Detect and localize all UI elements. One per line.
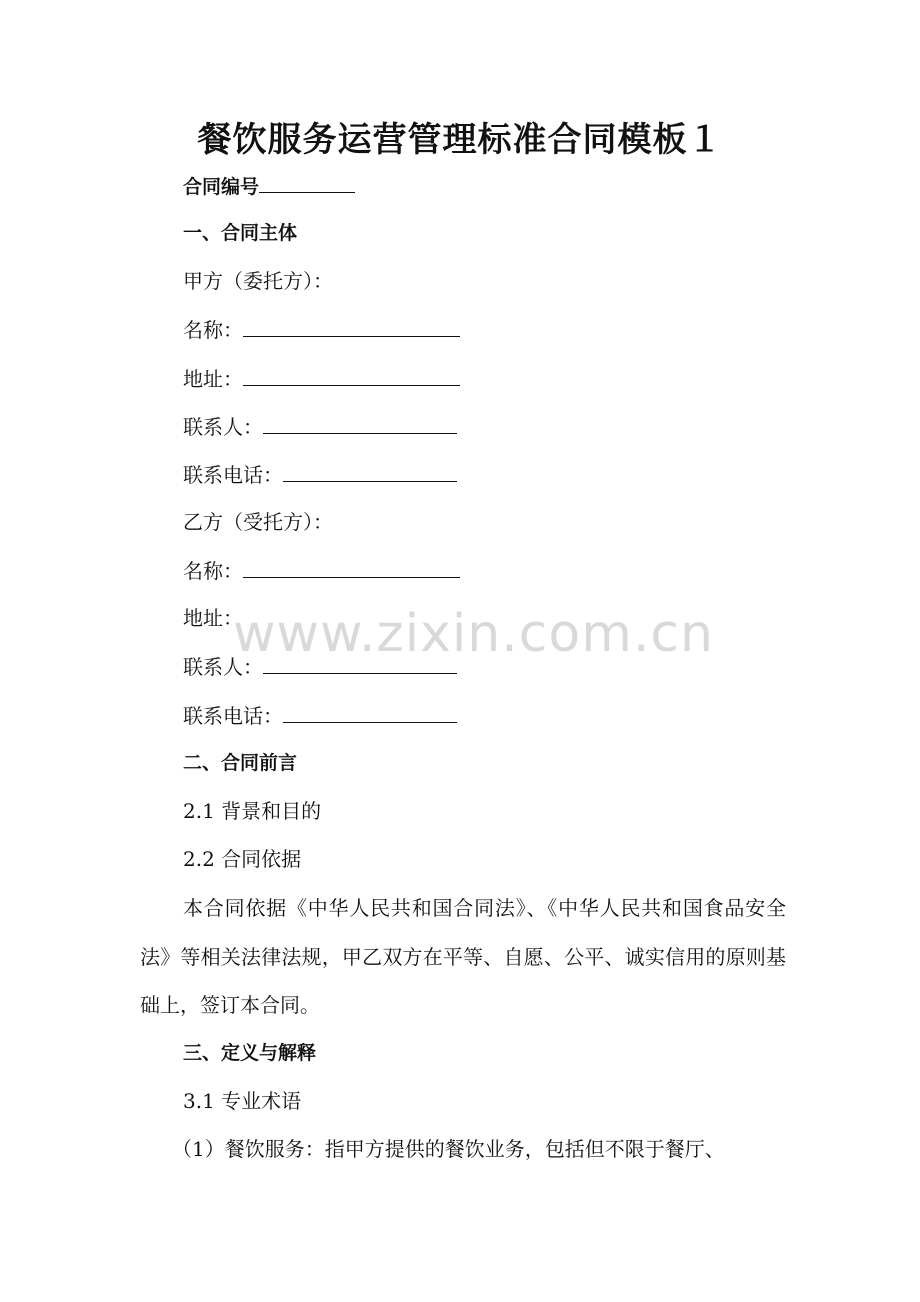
party-a-phone-blank xyxy=(283,461,457,482)
party-a-heading: 甲方（委托方）： xyxy=(183,269,333,293)
section-2-paragraph: 本合同依据《中华人民共和国合同法》、《中华人民共和国食品安全法》等相关法律法规，甲乙双方在平等、自愿、公平、诚实信用的原则基础上，签订本合同。 xyxy=(140,896,786,1017)
item-2-1: 2.1 背景和目的 xyxy=(183,799,322,823)
contract-number-label: 合同编号 xyxy=(183,176,260,198)
party-a-address-line xyxy=(183,365,460,392)
party-b-contact-blank xyxy=(263,653,457,674)
party-a-contact-line xyxy=(183,413,457,440)
party-a-contact-label: 联系人： xyxy=(183,415,263,439)
item-3-1: 3.1 专业术语 xyxy=(183,1089,302,1113)
party-a-name-blank xyxy=(243,316,460,337)
section-3-heading: 三、定义与解释 xyxy=(183,1042,317,1064)
item-2-2: 2.2 合同依据 xyxy=(183,847,302,871)
party-a-contact-blank xyxy=(263,413,457,434)
party-a-phone-line xyxy=(183,461,457,488)
party-a-name-label: 名称： xyxy=(183,318,243,342)
party-a-address-label: 地址： xyxy=(183,367,243,391)
party-a-phone-label: 联系电话： xyxy=(183,463,283,487)
party-b-contact-label: 联系人： xyxy=(183,655,263,679)
party-b-phone-blank xyxy=(283,702,457,723)
party-b-contact-line xyxy=(183,653,457,680)
watermark: www.zixin.com.cn xyxy=(233,604,714,664)
section-2-heading: 二、合同前言 xyxy=(183,752,298,774)
document-title: 餐饮服务运营管理标准合同模板１ xyxy=(197,120,723,160)
party-b-phone-label: 联系电话： xyxy=(183,704,283,728)
party-a-name-line xyxy=(183,316,460,343)
contract-number-blank xyxy=(259,172,355,193)
party-b-heading: 乙方（受托方）： xyxy=(183,510,333,534)
section-1-heading: 一、合同主体 xyxy=(183,222,298,244)
party-a-address-blank xyxy=(243,365,460,386)
party-b-address-label: 地址： xyxy=(183,606,243,630)
contract-number-line xyxy=(183,172,355,200)
party-b-name-line xyxy=(183,557,460,584)
party-b-address-line xyxy=(183,605,243,631)
party-b-name-blank xyxy=(243,557,460,578)
item-3-1-1: （1）餐饮服务：指甲方提供的餐饮业务，包括但不限于餐厅、 xyxy=(172,1137,725,1161)
party-b-phone-line xyxy=(183,702,457,729)
party-b-name-label: 名称： xyxy=(183,559,243,583)
